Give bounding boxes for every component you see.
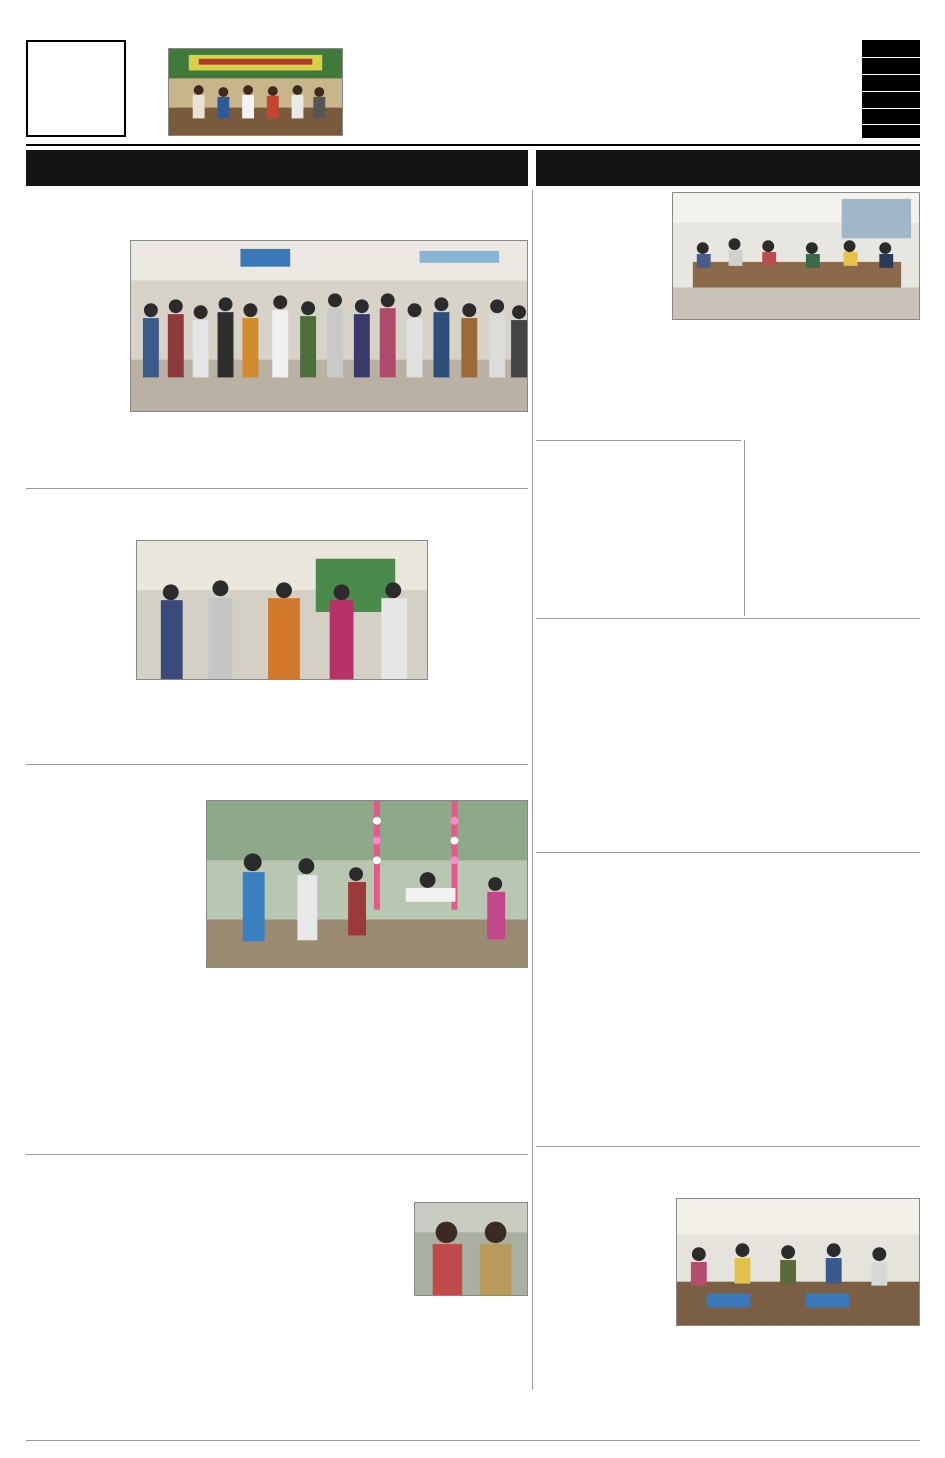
column-divider — [532, 190, 533, 1390]
date-odia — [862, 109, 920, 124]
rule-swaraj — [536, 440, 741, 441]
cholera-text-top — [536, 192, 666, 438]
swaraj-text — [536, 470, 741, 614]
rule-widow — [26, 1154, 528, 1155]
headmaster-text — [748, 488, 920, 614]
diarrhea-text — [28, 540, 132, 760]
hospital-text-left — [28, 240, 126, 484]
page-bottom-rule — [26, 1440, 920, 1441]
rule-grievance — [536, 1146, 920, 1147]
suicide-text-bottom — [432, 684, 528, 760]
widow-text-mid — [286, 1200, 410, 1436]
page-number-en — [862, 58, 920, 74]
masthead-divider — [26, 144, 920, 146]
inclusive-text-bottom — [206, 972, 528, 1150]
masthead — [26, 40, 126, 137]
top-story-photo — [168, 48, 343, 136]
headmaster-headline — [748, 444, 920, 484]
cholera-photo — [672, 192, 920, 320]
diarrhea-photo — [136, 540, 428, 680]
rule-raja — [536, 852, 920, 853]
banner-child-death — [26, 150, 528, 186]
raja-text — [536, 900, 774, 1142]
city-en — [862, 92, 920, 108]
hospital-text-bottom — [130, 416, 528, 484]
grievance-text — [536, 1200, 672, 1326]
widow-text-right — [414, 1300, 528, 1436]
rule-diarrhea — [26, 488, 528, 489]
widow-photo — [414, 1202, 528, 1296]
grievance-photo — [676, 1198, 920, 1326]
rule-inclusive — [26, 764, 528, 765]
inclusive-text-left — [28, 800, 202, 1150]
diarrhea-text-bottom — [136, 684, 428, 760]
widow-text — [26, 1200, 280, 1436]
suicide-text — [432, 540, 528, 680]
city-odia — [862, 75, 920, 91]
page-number-odia — [862, 40, 920, 57]
rule-headmaster-v — [744, 440, 745, 616]
cholera-text-bottom — [672, 324, 920, 438]
hospital-photo — [130, 240, 528, 412]
banner-cholera — [536, 150, 920, 186]
road-text-right — [778, 646, 920, 848]
top-story-text — [348, 44, 858, 140]
rule-road — [536, 618, 920, 619]
raja-text-right — [778, 900, 920, 1142]
road-text — [536, 646, 774, 848]
date-en — [862, 125, 920, 138]
page-info — [862, 40, 920, 137]
grievance-text-bottom — [536, 1330, 920, 1436]
inclusive-photo — [206, 800, 528, 968]
